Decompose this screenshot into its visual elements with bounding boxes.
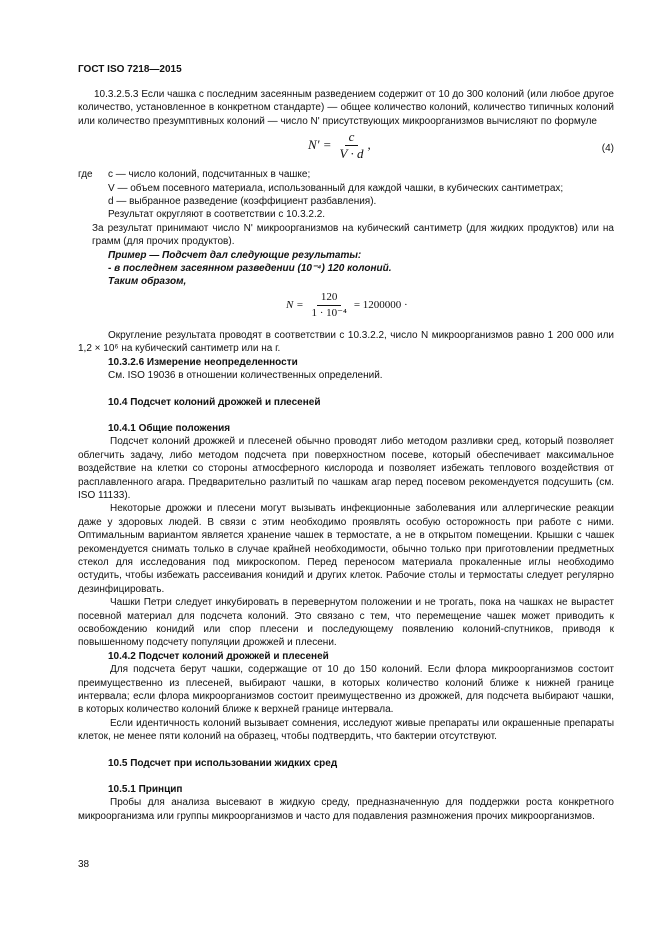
example-formula-fraction [308,291,351,321]
paragraph-10-4-2-a: Для подсчета берут чашки, содержащие от 10 до 150 колоний. Если флора микроорганизмов состоит преимущественно из плесеней, выбирают чашки, в которых количество колоний ближе к нижней границе интервала; если флора микроорганизмов состоит преимущественно из дрожжей, для подсчета выбирают чашки, в которых количество колоний ближе к верхней границе интервала. [78,664,614,716]
heading-10-5-1: 10.5.1 Принцип [108,784,183,796]
paragraph-10-3-2-6: См. ISO 19036 в отношении количественных определений. [108,370,383,382]
where-c [78,168,614,181]
example-line-2: - в последнем засеянном разведении (10⁻⁴) 120 колоний. [108,263,392,275]
page-header: ГОСТ ISO 7218—2015 [78,64,182,75]
where-v: V — объем посевного материала, использованный для каждой чашки, в кубических сантиметрах; [108,182,564,194]
example-line-1: Пример — Подсчет дал следующие результаты: [108,249,362,261]
example-formula-expression [286,291,408,321]
heading-10-4-2: 10.4.2 Подсчет колоний дрожжей и плесеней [108,650,329,662]
example-formula-lhs: N = [286,299,304,312]
heading-10-4: 10.4 Подсчет колоний дрожжей и плесеней [108,396,321,408]
formula-4-lhs: N' = [308,137,332,153]
paragraph-10-4-1-a: Подсчет колоний дрожжей и плесеней обычно проводят либо методом разливки сред, который позволяет облегчить задачу, либо методом подсчета при поверхностном посеве, который обеспечивает максимальное воздействие на клетки со стороны атмосферного кислорода и позволяет избежать теплового воздействия от расплавленного агара. Предварительно разлитый по чашкам агар перед посевом рекомендуется подсушить (см. ISO 11133). [78,436,614,501]
example-formula-numerator: 120 [317,291,342,306]
paragraph-10-4-2-b: Если идентичность колоний вызывает сомнения, исследуют живые препараты или окрашенные препараты клеток, не менее пяти колоний на образец, чтобы подтвердить, что бактерии отсутствуют. [78,717,614,743]
page-number: 38 [78,859,90,870]
example-formula [78,289,614,329]
paragraph-rounding-2: Округление результата проводят в соответствии с 10.3.2.2, число N микроорганизмов равно 1 200 000 или 1,2 × 10⁶ на кубический сантиметр или на г. [78,329,614,355]
heading-10-4-1: 10.4.1 Общие положения [108,422,231,434]
heading-10-5: 10.5 Подсчет при использовании жидких сред [108,757,338,769]
formula-4 [78,128,614,168]
paragraph-rounding: Результат округляют в соответствии с 10.3.2.2. [108,209,326,221]
paragraph-10-5-1: Пробы для анализа высевают в жидкую среду, предназначенную для поддержки роста конкретного микроорганизма или группы микроорганизмов и часто для подавления размножения прочих микроорганизмов. [78,797,614,822]
where-c-text: c — число колоний, подсчитанных в чашке; [108,169,311,181]
paragraph-10-4-1-c: Чашки Петри следует инкубировать в перевернутом положении и не трогать, пока на чашках не вырастет посевной материал для подсчета колоний. Это связано с тем, что перемещение чашек может приводить к освобождению конидий или спор плесени и последующему появлению колоний-спутников, приводя к повышенному подсчету популяции дрожжей и плесени. [78,597,614,649]
formula-4-tail: , [367,137,371,153]
example-formula-denominator: 1 · 10⁻⁴ [311,307,347,320]
formula-4-denominator: V · d [339,145,364,161]
page-content [78,88,614,823]
heading-10-3-2-6: 10.3.2.6 Измерение неопределенности [108,356,298,368]
example-line-3: Таким образом, [108,276,187,288]
formula-4-number: (4) [601,143,614,155]
paragraph-10-4-1-b: Некоторые дрожжи и плесени могут вызывать инфекционные заболевания или аллергические реакции даже у здоровых людей. В связи с этим необходимо проявлять особую осторожность при работе с ними. Оптимальным вариантом является хранение чашек в термостате, а не в открытом помещении. Крышки с чашек рекомендуется снимать только в случае крайней необходимости, обычно только при приготовлении предметных стекол для исследования под микроскопом. Перед переносом материала прокаленные иглы необходимо остудить, чтобы избежать рассеивания конидий и других клеток. Рабочие столы и термостаты следует регулярно дезинфицировать. [78,503,614,595]
example-formula-rhs: = 1200000 · [353,299,408,312]
where-label: где [78,169,93,181]
paragraph-result: За результат принимают число N' микроорганизмов на кубический сантиметр (для жидких продуктов) или на грамм (для прочих продуктов). [92,222,614,248]
paragraph-10-3-2-5-3: 10.3.2.5.3 Если чашка с последним засеянным разведением содержит от 10 до 300 колоний (или любое другое количество, установленное в конкретном стандарте) — общее количество колоний, количество типичных колоний или количество презумптивных колоний — число N' присутствующих микроорганизмов вычисляют по формуле [78,89,614,127]
formula-4-fraction [335,130,367,160]
formula-4-expression [308,130,371,160]
formula-4-numerator: c [345,130,359,145]
where-d: d — выбранное разведение (коэффициент разбавления). [108,196,377,208]
